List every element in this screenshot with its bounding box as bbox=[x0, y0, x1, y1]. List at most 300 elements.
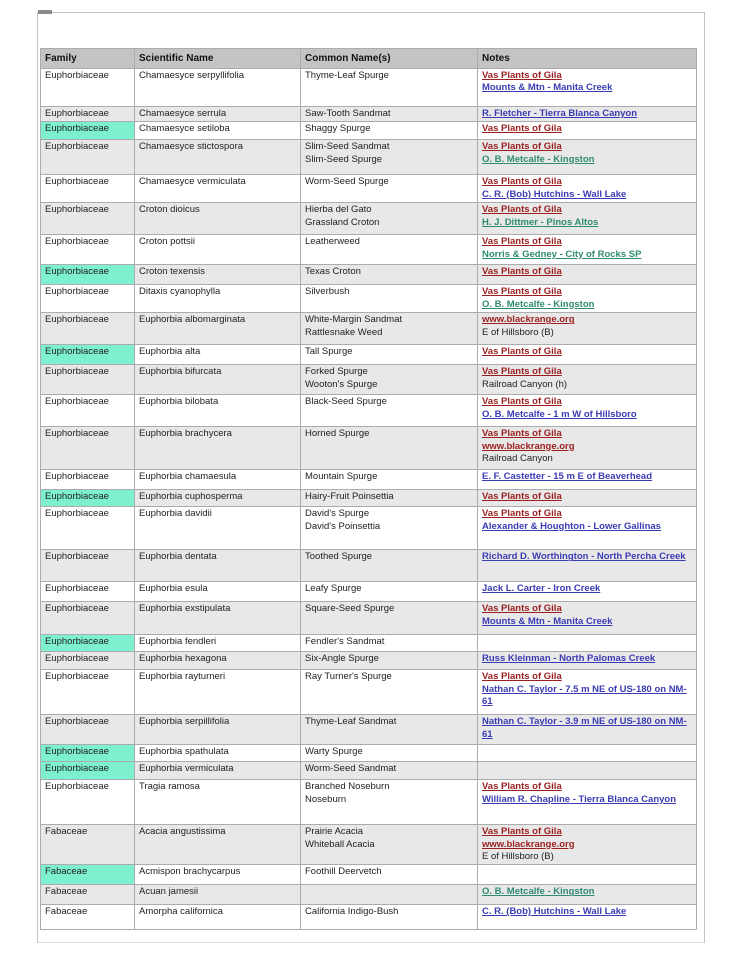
table-row bbox=[41, 265, 697, 285]
family-name: Euphorbiaceae bbox=[45, 583, 109, 595]
common-names-cell bbox=[301, 265, 478, 285]
family-cell bbox=[41, 285, 135, 313]
family-name: Euphorbiaceae bbox=[45, 123, 109, 135]
scientific-name-cell bbox=[135, 265, 301, 285]
family-cell bbox=[41, 762, 135, 780]
family-name: Euphorbiaceae bbox=[45, 70, 109, 81]
family-cell bbox=[41, 265, 135, 285]
table-row bbox=[41, 140, 697, 175]
common-name: Hairy-Fruit Poinsettia bbox=[305, 491, 394, 503]
common-names-cell bbox=[301, 140, 478, 175]
note-link[interactable]: Nathan C. Taylor - 7.5 m NE of US-180 on NM-61 bbox=[482, 683, 687, 708]
note-link[interactable]: Russ Kleinman - North Palomas Creek bbox=[482, 653, 656, 665]
common-names-cell bbox=[301, 550, 478, 582]
note-link[interactable]: Vas Plants of Gila bbox=[482, 781, 562, 793]
table-row bbox=[41, 865, 697, 885]
family-name: Fabaceae bbox=[45, 886, 88, 898]
common-name: Leatherweed bbox=[305, 236, 360, 248]
note-link[interactable]: Vas Plants of Gila bbox=[482, 428, 562, 440]
common-names-cell bbox=[301, 825, 478, 865]
note-link[interactable]: Vas Plants of Gila bbox=[482, 671, 562, 683]
note-link[interactable]: Vas Plants of Gila bbox=[482, 603, 562, 615]
common-name: Texas Croton bbox=[305, 266, 361, 278]
family-name: Euphorbiaceae bbox=[45, 491, 109, 503]
note-link[interactable]: Vas Plants of Gila bbox=[482, 396, 562, 408]
common-names-cell bbox=[301, 762, 478, 780]
common-names-cell bbox=[301, 780, 478, 825]
family-cell bbox=[41, 395, 135, 427]
notes-cell bbox=[478, 670, 697, 715]
scientific-name-cell bbox=[135, 865, 301, 885]
scientific-name: Euphorbia rayturneri bbox=[139, 671, 226, 683]
family-cell bbox=[41, 905, 135, 930]
note-link[interactable]: C. R. (Bob) Hutchins - Wall Lake bbox=[482, 188, 627, 200]
common-names-cell bbox=[301, 107, 478, 122]
notes-cell bbox=[478, 395, 697, 427]
table-row bbox=[41, 365, 697, 395]
note-link[interactable]: O. B. Metcalfe - Kingston bbox=[482, 298, 595, 310]
note-link[interactable]: O. B. Metcalfe - Kingston bbox=[482, 886, 595, 898]
table-row bbox=[41, 780, 697, 825]
column-header-common-names: Common Name(s) bbox=[301, 49, 478, 69]
family-name: Fabaceae bbox=[45, 906, 88, 918]
note-link[interactable]: Mounts & Mtn - Manita Creek bbox=[482, 82, 613, 94]
note-link[interactable]: www.blackrange.org bbox=[482, 440, 575, 452]
common-names-cell bbox=[301, 670, 478, 715]
scientific-name-cell bbox=[135, 670, 301, 715]
table-header-row bbox=[41, 49, 697, 69]
family-name: Euphorbiaceae bbox=[45, 141, 109, 153]
common-name: Tall Spurge bbox=[305, 346, 353, 358]
table-row bbox=[41, 107, 697, 122]
notes-cell bbox=[478, 762, 697, 780]
common-names-cell bbox=[301, 365, 478, 395]
scientific-name: Euphorbia fendleri bbox=[139, 636, 217, 648]
note-link[interactable]: Vas Plants of Gila bbox=[482, 266, 562, 278]
scientific-name: Croton pottsii bbox=[139, 236, 195, 248]
notes-cell bbox=[478, 905, 697, 930]
family-cell bbox=[41, 582, 135, 602]
notes-cell bbox=[478, 69, 697, 107]
common-name: Mountain Spurge bbox=[305, 471, 378, 483]
scientific-name: Euphorbia bilobata bbox=[139, 396, 219, 408]
common-name: Silverbush bbox=[305, 286, 350, 298]
family-cell bbox=[41, 107, 135, 122]
scientific-name-cell bbox=[135, 490, 301, 507]
family-name: Fabaceae bbox=[45, 866, 88, 878]
scientific-name: Croton dioicus bbox=[139, 204, 200, 216]
table-row bbox=[41, 825, 697, 865]
table-row bbox=[41, 715, 697, 745]
table-row bbox=[41, 427, 697, 470]
table-row bbox=[41, 635, 697, 652]
scientific-name: Acacia angustissima bbox=[139, 826, 226, 838]
note-link[interactable]: Norris & Gedney - City of Rocks SP bbox=[482, 248, 642, 260]
common-names-cell bbox=[301, 345, 478, 365]
common-name: Horned Spurge bbox=[305, 428, 370, 440]
column-header-scientific-name: Scientific Name bbox=[135, 49, 301, 69]
table-row bbox=[41, 122, 697, 140]
table-row bbox=[41, 507, 697, 550]
common-names-cell bbox=[301, 905, 478, 930]
family-cell bbox=[41, 745, 135, 762]
family-cell bbox=[41, 670, 135, 715]
family-name: Euphorbiaceae bbox=[45, 204, 109, 216]
notes-cell bbox=[478, 490, 697, 507]
common-name: David's Poinsettia bbox=[305, 520, 381, 532]
table-row bbox=[41, 550, 697, 582]
common-name: Noseburn bbox=[305, 793, 347, 805]
scientific-name: Croton texensis bbox=[139, 266, 206, 278]
common-names-cell bbox=[301, 507, 478, 550]
common-name: Forked Spurge bbox=[305, 366, 368, 378]
common-name: Square-Seed Spurge bbox=[305, 603, 395, 615]
scientific-name-cell bbox=[135, 745, 301, 762]
common-name: Whiteball Acacia bbox=[305, 838, 375, 850]
scientific-name-cell bbox=[135, 69, 301, 107]
note-link[interactable]: O. B. Metcalfe - Kingston bbox=[482, 153, 595, 165]
note-link[interactable]: Vas Plants of Gila bbox=[482, 141, 562, 153]
note-text: E of Hillsboro (B) bbox=[482, 326, 554, 338]
common-name: California Indigo-Bush bbox=[305, 906, 399, 918]
common-name: Leafy Spurge bbox=[305, 583, 362, 595]
notes-cell bbox=[478, 203, 697, 235]
family-name: Euphorbiaceae bbox=[45, 314, 109, 326]
notes-cell bbox=[478, 550, 697, 582]
notes-cell bbox=[478, 235, 697, 265]
scientific-name-cell bbox=[135, 602, 301, 635]
note-text: Railroad Canyon bbox=[482, 453, 553, 465]
scientific-name-cell bbox=[135, 140, 301, 175]
notes-cell bbox=[478, 715, 697, 745]
family-cell bbox=[41, 865, 135, 885]
scientific-name: Euphorbia cuphosperma bbox=[139, 491, 243, 503]
common-name: Slim-Seed Sandmat bbox=[305, 141, 390, 153]
notes-cell bbox=[478, 780, 697, 825]
table-row bbox=[41, 313, 697, 345]
scientific-name: Euphorbia albomarginata bbox=[139, 314, 246, 326]
family-name: Euphorbiaceae bbox=[45, 236, 109, 248]
family-name: Euphorbiaceae bbox=[45, 108, 109, 119]
family-name: Euphorbiaceae bbox=[45, 508, 109, 520]
family-cell bbox=[41, 470, 135, 490]
table-row bbox=[41, 602, 697, 635]
common-name: Prairie Acacia bbox=[305, 826, 364, 838]
scientific-name: Euphorbia bifurcata bbox=[139, 366, 222, 378]
note-link[interactable]: Vas Plants of Gila bbox=[482, 204, 562, 216]
table-row bbox=[41, 745, 697, 762]
note-link[interactable]: Vas Plants of Gila bbox=[482, 286, 562, 298]
family-name: Euphorbiaceae bbox=[45, 286, 109, 298]
family-name: Euphorbiaceae bbox=[45, 636, 109, 648]
table-row bbox=[41, 285, 697, 313]
notes-cell bbox=[478, 140, 697, 175]
common-names-cell bbox=[301, 745, 478, 762]
note-link[interactable]: C. R. (Bob) Hutchins - Wall Lake bbox=[482, 906, 627, 918]
frame-corner-mark bbox=[38, 10, 52, 14]
scientific-name: Euphorbia davidii bbox=[139, 508, 212, 520]
note-link[interactable]: Vas Plants of Gila bbox=[482, 491, 562, 503]
common-name: Wooton's Spurge bbox=[305, 378, 378, 390]
scientific-name-cell bbox=[135, 762, 301, 780]
family-name: Euphorbiaceae bbox=[45, 266, 109, 278]
family-name: Euphorbiaceae bbox=[45, 176, 109, 188]
scientific-name: Euphorbia brachycera bbox=[139, 428, 232, 440]
common-names-cell bbox=[301, 69, 478, 107]
family-name: Euphorbiaceae bbox=[45, 763, 109, 775]
common-names-cell bbox=[301, 235, 478, 265]
note-text: E of Hillsboro (B) bbox=[482, 851, 554, 863]
family-cell bbox=[41, 345, 135, 365]
scientific-name-cell bbox=[135, 365, 301, 395]
family-name: Euphorbiaceae bbox=[45, 551, 109, 563]
note-link[interactable]: William R. Chapline - Tierra Blanca Canyon bbox=[482, 793, 677, 805]
note-link[interactable]: R. Fletcher - Tierra Blanca Canyon bbox=[482, 108, 638, 119]
notes-cell bbox=[478, 365, 697, 395]
scientific-name-cell bbox=[135, 470, 301, 490]
scientific-name-cell bbox=[135, 905, 301, 930]
table-row bbox=[41, 652, 697, 670]
scientific-name-cell bbox=[135, 652, 301, 670]
common-names-cell bbox=[301, 313, 478, 345]
page-frame bbox=[37, 12, 705, 943]
scientific-name-cell bbox=[135, 885, 301, 905]
family-cell bbox=[41, 652, 135, 670]
scientific-name-cell bbox=[135, 313, 301, 345]
family-name: Euphorbiaceae bbox=[45, 653, 109, 665]
common-names-cell bbox=[301, 175, 478, 203]
family-name: Euphorbiaceae bbox=[45, 396, 109, 408]
note-link[interactable]: Richard D. Worthington - North Percha Creek bbox=[482, 551, 686, 563]
family-cell bbox=[41, 490, 135, 507]
note-link[interactable]: Alexander & Houghton - Lower Gallinas bbox=[482, 520, 661, 532]
table-row bbox=[41, 582, 697, 602]
scientific-name: Chamaesyce serpyllifolia bbox=[139, 70, 245, 81]
common-names-cell bbox=[301, 885, 478, 905]
note-link[interactable]: Vas Plants of Gila bbox=[482, 236, 562, 248]
scientific-name: Chamaesyce serrula bbox=[139, 108, 227, 119]
scientific-name-cell bbox=[135, 780, 301, 825]
notes-cell bbox=[478, 285, 697, 313]
note-link[interactable]: E. F. Castetter - 15 m E of Beaverhead bbox=[482, 471, 653, 483]
scientific-name-cell bbox=[135, 203, 301, 235]
scientific-name: Acuan jamesii bbox=[139, 886, 199, 898]
column-header-family: Family bbox=[41, 49, 135, 69]
scientific-name: Euphorbia alta bbox=[139, 346, 201, 358]
common-name: Warty Spurge bbox=[305, 746, 363, 758]
note-link[interactable]: Mounts & Mtn - Manita Creek bbox=[482, 615, 613, 627]
common-name: Fendler's Sandmat bbox=[305, 636, 385, 648]
scientific-name-cell bbox=[135, 345, 301, 365]
common-names-cell bbox=[301, 470, 478, 490]
common-name: Worm-Seed Sandmat bbox=[305, 763, 397, 775]
family-cell bbox=[41, 365, 135, 395]
family-cell bbox=[41, 203, 135, 235]
notes-cell bbox=[478, 885, 697, 905]
common-names-cell bbox=[301, 602, 478, 635]
notes-cell bbox=[478, 313, 697, 345]
note-link[interactable]: Vas Plants of Gila bbox=[482, 826, 562, 838]
common-names-cell bbox=[301, 203, 478, 235]
family-name: Euphorbiaceae bbox=[45, 346, 109, 358]
note-link[interactable]: Vas Plants of Gila bbox=[482, 346, 562, 358]
note-link[interactable]: H. J. Dittmer - Pinos Altos bbox=[482, 216, 599, 228]
common-name: Branched Noseburn bbox=[305, 781, 390, 793]
scientific-name: Chamaesyce setiloba bbox=[139, 123, 230, 135]
common-names-cell bbox=[301, 635, 478, 652]
note-link[interactable]: Vas Plants of Gila bbox=[482, 176, 562, 188]
family-cell bbox=[41, 602, 135, 635]
family-name: Euphorbiaceae bbox=[45, 671, 109, 683]
scientific-name: Euphorbia exstipulata bbox=[139, 603, 231, 615]
common-name: Foothill Deervetch bbox=[305, 866, 382, 878]
family-name: Euphorbiaceae bbox=[45, 471, 109, 483]
scientific-name-cell bbox=[135, 825, 301, 865]
table-row bbox=[41, 905, 697, 930]
scientific-name: Chamaesyce vermiculata bbox=[139, 176, 246, 188]
scientific-name: Euphorbia serpillifolia bbox=[139, 716, 230, 728]
common-names-cell bbox=[301, 652, 478, 670]
scientific-name-cell bbox=[135, 175, 301, 203]
common-names-cell bbox=[301, 285, 478, 313]
notes-cell bbox=[478, 427, 697, 470]
common-names-cell bbox=[301, 865, 478, 885]
family-cell bbox=[41, 885, 135, 905]
family-cell bbox=[41, 140, 135, 175]
common-name: Saw-Tooth Sandmat bbox=[305, 108, 391, 119]
notes-cell bbox=[478, 470, 697, 490]
notes-cell bbox=[478, 582, 697, 602]
table-row bbox=[41, 762, 697, 780]
family-cell bbox=[41, 235, 135, 265]
family-cell bbox=[41, 122, 135, 140]
table-row bbox=[41, 885, 697, 905]
common-name: Shaggy Spurge bbox=[305, 123, 371, 135]
scientific-name: Euphorbia vermiculata bbox=[139, 763, 234, 775]
notes-cell bbox=[478, 107, 697, 122]
scientific-name-cell bbox=[135, 395, 301, 427]
scientific-name: Chamaesyce stictospora bbox=[139, 141, 244, 153]
common-name: David's Spurge bbox=[305, 508, 370, 520]
notes-cell bbox=[478, 865, 697, 885]
family-cell bbox=[41, 175, 135, 203]
table-row bbox=[41, 69, 697, 107]
scientific-name: Euphorbia spathulata bbox=[139, 746, 229, 758]
notes-cell bbox=[478, 265, 697, 285]
notes-cell bbox=[478, 175, 697, 203]
notes-cell bbox=[478, 122, 697, 140]
family-name: Euphorbiaceae bbox=[45, 746, 109, 758]
notes-cell bbox=[478, 745, 697, 762]
note-link[interactable]: www.blackrange.org bbox=[482, 838, 575, 850]
notes-cell bbox=[478, 345, 697, 365]
scientific-name-cell bbox=[135, 715, 301, 745]
notes-cell bbox=[478, 825, 697, 865]
notes-cell bbox=[478, 507, 697, 550]
family-cell bbox=[41, 313, 135, 345]
common-name: Hierba del Gato bbox=[305, 204, 372, 216]
family-cell bbox=[41, 825, 135, 865]
family-name: Euphorbiaceae bbox=[45, 716, 109, 728]
family-name: Euphorbiaceae bbox=[45, 428, 109, 440]
scientific-name: Euphorbia esula bbox=[139, 583, 208, 595]
table-row bbox=[41, 670, 697, 715]
plant-checklist-table bbox=[40, 48, 697, 930]
scientific-name: Euphorbia hexagona bbox=[139, 653, 227, 665]
table-row bbox=[41, 345, 697, 365]
note-link[interactable]: Nathan C. Taylor - 3.9 m NE of US-180 on NM-61 bbox=[482, 716, 687, 740]
note-text: Railroad Canyon (h) bbox=[482, 378, 568, 390]
table-row bbox=[41, 490, 697, 507]
scientific-name-cell bbox=[135, 235, 301, 265]
note-link[interactable]: Vas Plants of Gila bbox=[482, 508, 562, 520]
common-names-cell bbox=[301, 715, 478, 745]
scientific-name-cell bbox=[135, 285, 301, 313]
family-name: Fabaceae bbox=[45, 826, 88, 838]
family-name: Euphorbiaceae bbox=[45, 781, 109, 793]
common-name: Rattlesnake Weed bbox=[305, 326, 383, 338]
note-link[interactable]: O. B. Metcalfe - 1 m W of Hillsboro bbox=[482, 408, 637, 420]
note-link[interactable]: Jack L. Carter - Iron Creek bbox=[482, 583, 601, 595]
common-name: Ray Turner's Spurge bbox=[305, 671, 392, 683]
column-header-notes: Notes bbox=[478, 49, 697, 69]
common-name: Slim-Seed Spurge bbox=[305, 153, 383, 165]
scientific-name-cell bbox=[135, 635, 301, 652]
common-name: White-Margin Sandmat bbox=[305, 314, 403, 326]
note-link[interactable]: www.blackrange.org bbox=[482, 314, 575, 326]
common-name: Six-Angle Spurge bbox=[305, 653, 379, 665]
common-name: Thyme-Leaf Sandmat bbox=[305, 716, 397, 728]
family-cell bbox=[41, 427, 135, 470]
common-names-cell bbox=[301, 427, 478, 470]
family-name: Euphorbiaceae bbox=[45, 603, 109, 615]
family-cell bbox=[41, 635, 135, 652]
scientific-name: Euphorbia dentata bbox=[139, 551, 217, 563]
note-link[interactable]: Vas Plants of Gila bbox=[482, 70, 562, 81]
scientific-name: Tragia ramosa bbox=[139, 781, 200, 793]
family-cell bbox=[41, 550, 135, 582]
scientific-name-cell bbox=[135, 427, 301, 470]
scientific-name-cell bbox=[135, 107, 301, 122]
scientific-name-cell bbox=[135, 582, 301, 602]
table-row bbox=[41, 235, 697, 265]
scientific-name: Amorpha californica bbox=[139, 906, 223, 918]
scientific-name-cell bbox=[135, 507, 301, 550]
table-row bbox=[41, 395, 697, 427]
common-names-cell bbox=[301, 395, 478, 427]
notes-cell bbox=[478, 602, 697, 635]
table-row bbox=[41, 175, 697, 203]
family-cell bbox=[41, 780, 135, 825]
scientific-name: Ditaxis cyanophylla bbox=[139, 286, 221, 298]
common-name: Worm-Seed Spurge bbox=[305, 176, 389, 188]
scientific-name: Euphorbia chamaesula bbox=[139, 471, 237, 483]
scientific-name-cell bbox=[135, 122, 301, 140]
common-name: Black-Seed Spurge bbox=[305, 396, 387, 408]
common-name: Toothed Spurge bbox=[305, 551, 373, 563]
note-link[interactable]: Vas Plants of Gila bbox=[482, 366, 562, 378]
common-name: Grassland Croton bbox=[305, 216, 380, 228]
scientific-name-cell bbox=[135, 550, 301, 582]
common-name: Thyme-Leaf Spurge bbox=[305, 70, 389, 81]
table-row bbox=[41, 203, 697, 235]
notes-cell bbox=[478, 635, 697, 652]
notes-cell bbox=[478, 652, 697, 670]
family-cell bbox=[41, 69, 135, 107]
common-names-cell bbox=[301, 582, 478, 602]
family-cell bbox=[41, 507, 135, 550]
note-link[interactable]: Vas Plants of Gila bbox=[482, 123, 562, 135]
